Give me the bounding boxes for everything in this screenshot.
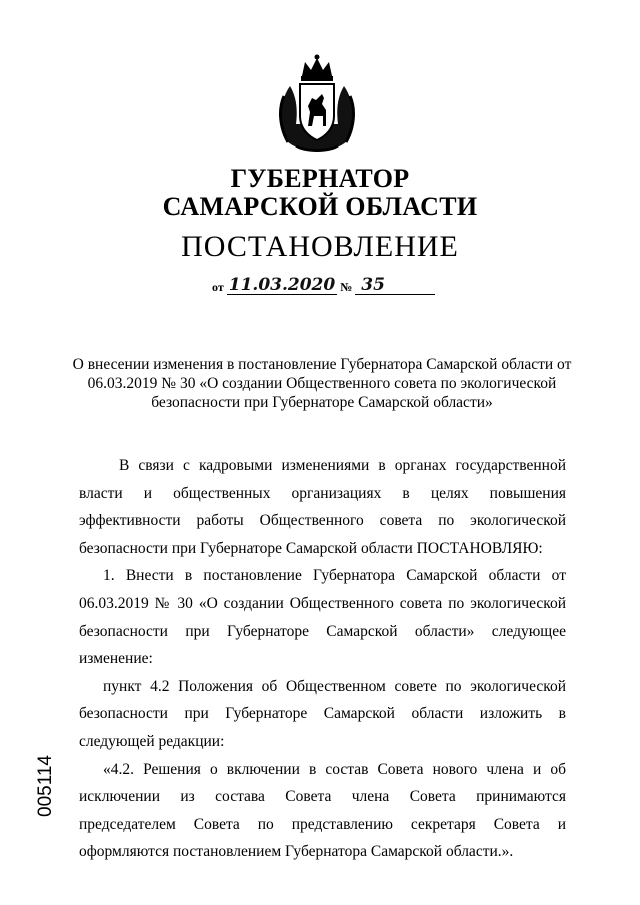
- authority-title-line1: ГУБЕРНАТОР: [230, 164, 410, 193]
- side-registration-number: [34, 745, 58, 827]
- body-paragraph-amendment: пункт 4.2 Положения об Общественном совете по экологической безопасности при Губернаторе Самарской области изложить в следующей редакции:: [79, 677, 566, 750]
- date-prefix-label: от: [212, 280, 224, 294]
- number-sign-label: №: [340, 280, 353, 294]
- side-registration-number-text: 005114: [35, 755, 56, 817]
- document-date: 11.03.2020: [228, 275, 336, 295]
- body-paragraph-quoted-text: «4.2. Решения о включении в состав Совета нового члена и об исключении из состава Совета члена Совета принимаются председателем Совета по представлению секретаря Совета и оформляются постановлением Губернатора Самарской области.».: [79, 760, 566, 861]
- document-subject: О внесении изменения в постановление Губернатора Самарской области от 06.03.2019 № 30 «О создании Общественного совета по экологической безопасности при Губернаторе Самарской области»: [72, 356, 572, 411]
- date-number-line: [212, 276, 435, 300]
- body-paragraph-item-1: 1. Внести в постановление Губернатора Самарской области от 06.03.2019 № 30 «О создании Общественного совета по экологической безопасности при Губернаторе Самарской области» следующее изменение:: [79, 567, 566, 668]
- document-body: [79, 452, 566, 866]
- body-paragraph-preamble: В связи с кадровыми изменениями в органах государственной власти и общественных организациях в целях повышения эффективности работы Общественного совета по экологической безопасности при Губернаторе Самарской области ПОСТАНОВЛЯЮ:: [79, 457, 566, 557]
- document-number: 35: [355, 276, 435, 295]
- document-type-title: ПОСТАНОВЛЕНИЕ: [181, 230, 459, 263]
- authority-title-line2: САМАРСКОЙ ОБЛАСТИ: [162, 192, 478, 221]
- samara-coat-of-arms-icon: [272, 52, 362, 156]
